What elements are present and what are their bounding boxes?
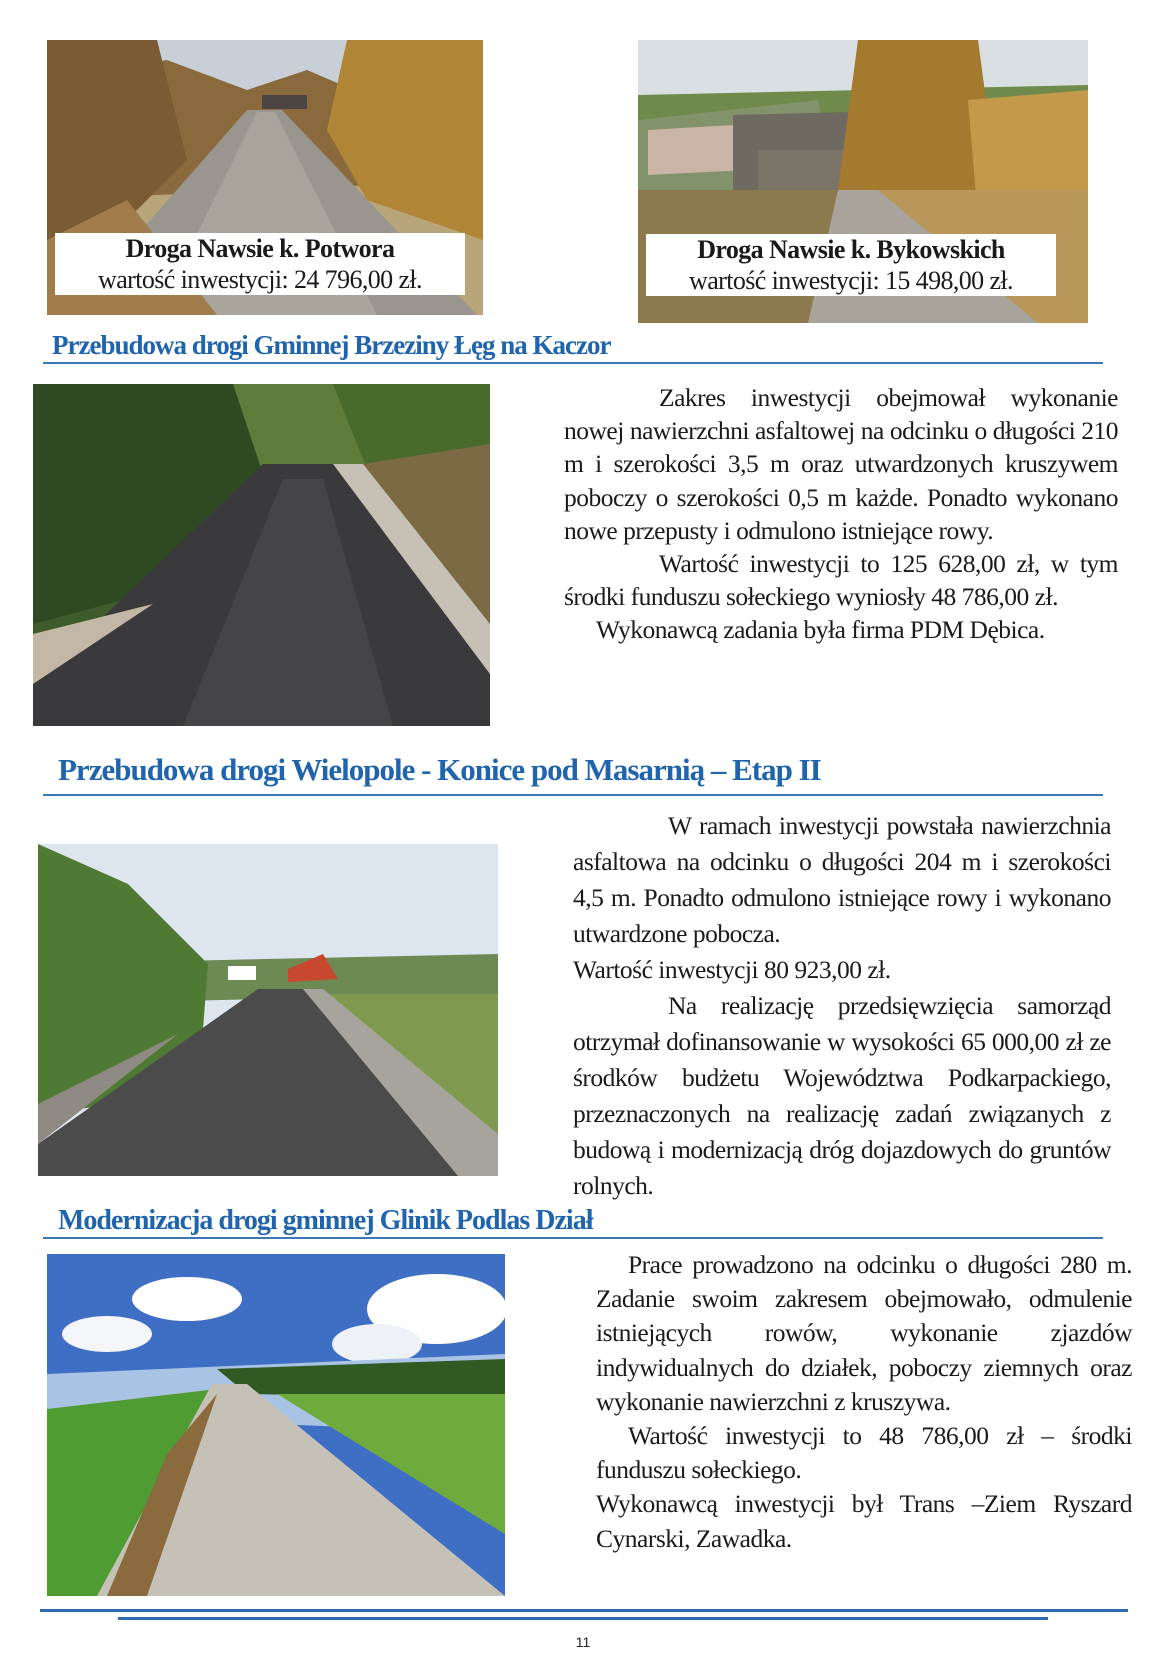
- paragraph: Wartość inwestycji to 125 628,00 zł, w tym środki funduszu sołeckiego wyniosły 48 786,00 zł.: [564, 549, 1118, 612]
- heading-rule: [43, 794, 1103, 796]
- paragraph: Wartość inwestycji 80 923,00 zł.: [573, 955, 891, 984]
- section-heading-brzeziny: Przebudowa drogi Gminnej Brzeziny Łęg na Kaczor: [52, 330, 611, 360]
- page-number: 11: [575, 1634, 591, 1650]
- section-heading-wielopole: Przebudowa drogi Wielopole - Konice pod Masarnią – Etap II: [58, 752, 821, 787]
- photo-brzeziny-road: [33, 384, 490, 726]
- photo-wielopole-road: [38, 844, 498, 1176]
- photo-glinik-road: [47, 1254, 505, 1596]
- paragraph: Wykonawcą zadania była firma PDM Dębica.: [596, 615, 1045, 645]
- footer-rule-outer: [40, 1609, 1128, 1612]
- caption-title: Droga Nawsie k. Potwora: [125, 234, 395, 263]
- paragraph: Wykonawcą inwestycji był Trans –Ziem Ryszard Cynarski, Zawadka.: [596, 1489, 1132, 1553]
- paragraph: Zakres inwestycji obejmował wykonanie nowej nawierzchni asfaltowej na odcinku o długości 210 m i szerokości 3,5 m oraz utwardzonych kruszywem poboczy o szerokości 0,5 m każde. Ponadto wykonano nowe przepusty i odmulono istniejące rowy.: [564, 383, 1118, 545]
- heading-rule: [43, 362, 1103, 364]
- caption-value: wartość inwestycji: 15 498,00 zł.: [689, 266, 1013, 295]
- paragraph: W ramach inwestycji powstała nawierzchnia asfaltowa na odcinku o długości 204 m i szerokości 4,5 m. Ponadto odmulono istniejące rowy i wykonano utwardzone pobocza.: [573, 811, 1111, 948]
- photo-caption-bykowskich: [646, 234, 1056, 296]
- paragraph: Prace prowadzono na odcinku o długości 280 m. Zadanie swoim zakresem obejmowało, odmulenie istniejących rowów, wykonanie zjazdów indywidualnych do działek, poboczy ziemnych oraz wykonanie nawierzchni z kruszywa.: [596, 1250, 1132, 1416]
- section-heading-glinik: Modernizacja drogi gminnej Glinik Podlas Dział: [58, 1205, 593, 1236]
- section-text-wielopole: [573, 808, 1111, 1204]
- photo-caption-potwora: [55, 233, 465, 295]
- heading-rule: [43, 1237, 1103, 1239]
- paragraph: Wartość inwestycji to 48 786,00 zł – środki funduszu sołeckiego.: [596, 1421, 1132, 1485]
- paragraph: Na realizację przedsięwzięcia samorząd otrzymał dofinansowanie w wysokości 65 000,00 zł ze środków budżetu Województwa Podkarpackiego, przeznaczonych na realizację zadań związanych z budową i modernizacją dróg dojazdowych do gruntów rolnych.: [573, 991, 1111, 1200]
- section-text-glinik: [596, 1248, 1132, 1556]
- caption-title: Droga Nawsie k. Bykowskich: [697, 235, 1005, 264]
- section-text-brzeziny: [564, 381, 1118, 647]
- footer-rule-inner: [118, 1617, 1048, 1620]
- caption-value: wartość inwestycji: 24 796,00 zł.: [98, 265, 422, 294]
